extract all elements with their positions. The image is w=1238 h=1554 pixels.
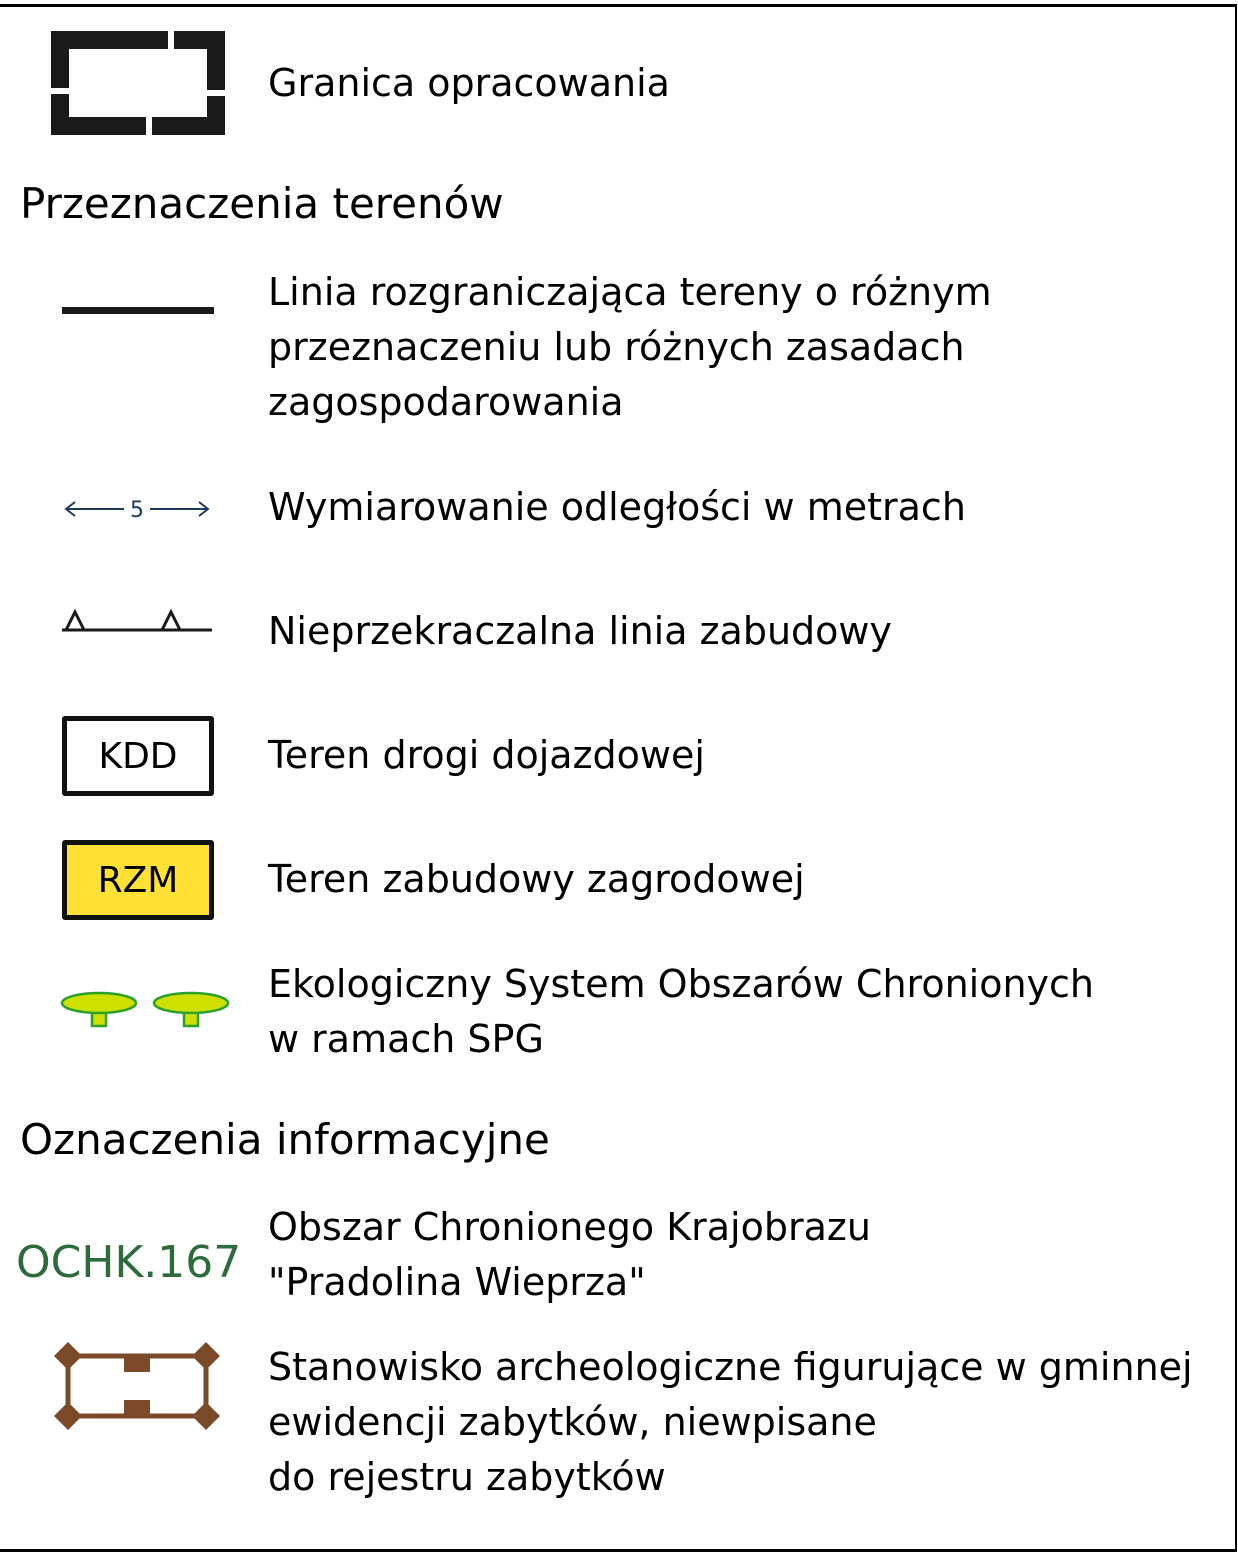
ecology-label: Ekologiczny System Obszarów Chronionych w ramach SPG [268, 962, 1095, 1061]
building-line-label: Nieprzekraczalna linia zabudowy [268, 609, 892, 653]
kdd-label: Teren drogi dojazdowej [268, 733, 705, 777]
dimension-value: 5 [130, 498, 144, 523]
archaeological-site-icon [52, 1340, 222, 1432]
dividing-line-label: Linia rozgraniczająca tereny o różnym przeznaczeniu lub różnych zasadach zagospodarowania [268, 270, 992, 424]
study-boundary-icon [50, 30, 226, 136]
rzm-label: Teren zabudowy zagrodowej [268, 857, 805, 901]
ochk-code: OCHK.167 [16, 1237, 242, 1288]
building-line-icon [62, 606, 214, 636]
ecology-symbol-icon [58, 988, 234, 1032]
dimension-arrow-icon [62, 494, 212, 524]
archaeology-label: Stanowisko archeologiczne figurujące w gminnej ewidencji zabytków, niewpisane do rejestru zabytków [268, 1345, 1193, 1499]
dimension-label: Wymiarowanie odległości w metrach [268, 485, 966, 529]
dividing-line-icon [62, 305, 214, 317]
kdd-box: KDD [62, 716, 214, 796]
boundary-label: Granica opracowania [268, 61, 670, 105]
section-heading-land-use: Przeznaczenia terenów [20, 179, 504, 228]
ochk-label: Obszar Chronionego Krajobrazu "Pradolina Wieprza" [268, 1205, 871, 1304]
rzm-box: RZM [62, 840, 214, 920]
section-heading-info: Oznaczenia informacyjne [20, 1115, 550, 1164]
